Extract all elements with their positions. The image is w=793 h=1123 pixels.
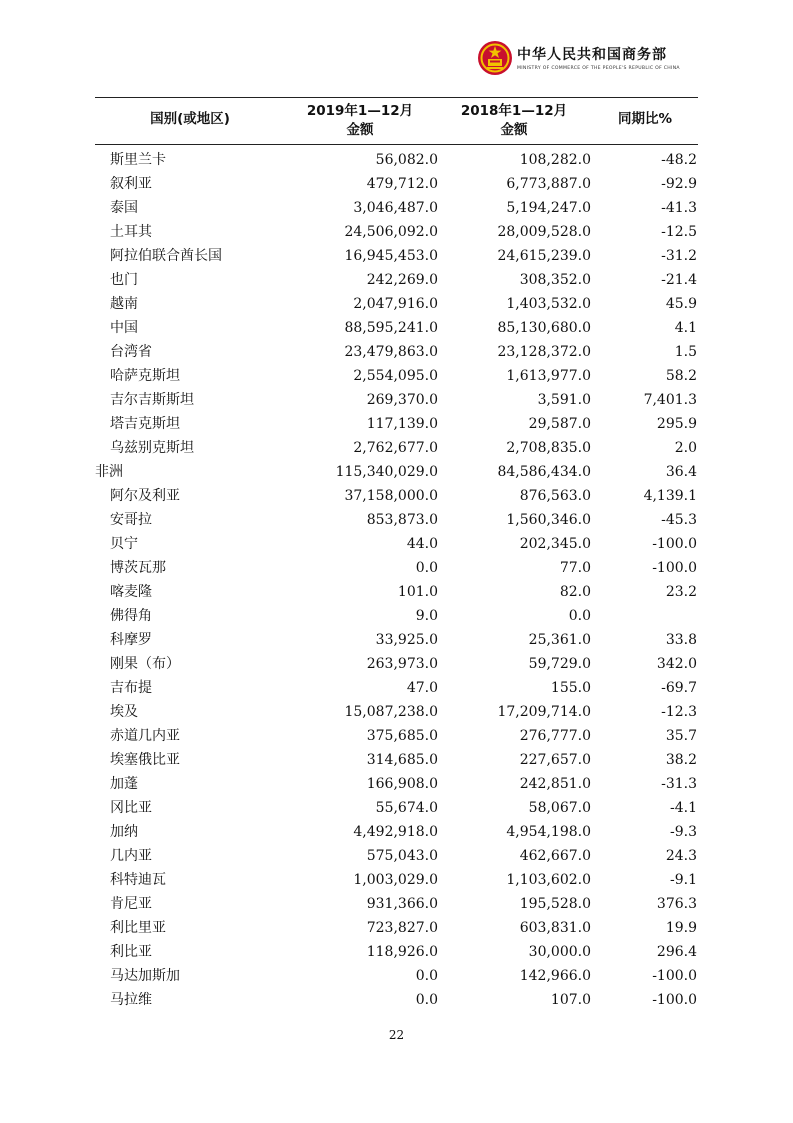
yoy-percent-cell: 4.1 (674, 320, 697, 336)
country-cell: 利比里亚 (110, 920, 166, 936)
yoy-percent-cell: 35.7 (665, 728, 697, 744)
yoy-percent-cell: -45.3 (661, 512, 697, 528)
value-2018-cell: 59,729.0 (528, 656, 591, 672)
country-cell: 吉布提 (110, 680, 152, 696)
country-cell: 冈比亚 (110, 800, 152, 816)
table-row (0, 316, 793, 340)
yoy-percent-cell: 36.4 (665, 464, 697, 480)
yoy-percent-cell: 38.2 (665, 752, 697, 768)
value-2018-cell: 3,591.0 (537, 392, 591, 408)
value-2019-cell: 931,366.0 (366, 896, 438, 912)
country-cell: 科摩罗 (110, 632, 152, 648)
country-cell: 叙利亚 (110, 176, 152, 192)
value-2018-cell: 155.0 (550, 680, 591, 696)
yoy-percent-cell: 24.3 (665, 848, 697, 864)
country-cell: 加蓬 (110, 776, 138, 792)
country-cell: 非洲 (95, 464, 123, 480)
value-2018-cell: 308,352.0 (519, 272, 591, 288)
country-cell: 埃及 (110, 704, 138, 720)
column-header-country: 国别(或地区) (150, 111, 230, 127)
table-row (0, 844, 793, 868)
yoy-percent-cell: -69.7 (661, 680, 697, 696)
yoy-percent-cell: -31.2 (661, 248, 697, 264)
value-2018-cell: 58,067.0 (528, 800, 591, 816)
table-row (0, 652, 793, 676)
yoy-percent-cell: 23.2 (665, 584, 697, 600)
country-cell: 泰国 (110, 200, 138, 216)
value-2018-cell: 24,615,239.0 (497, 248, 591, 264)
table-top-rule (95, 97, 698, 98)
value-2018-cell: 227,657.0 (519, 752, 591, 768)
value-2018-cell: 4,954,198.0 (506, 824, 591, 840)
value-2018-cell: 85,130,680.0 (497, 320, 591, 336)
country-cell: 塔吉克斯坦 (110, 416, 180, 432)
yoy-percent-cell: -12.3 (661, 704, 697, 720)
table-row (0, 364, 793, 388)
country-cell: 佛得角 (110, 608, 152, 624)
value-2018-cell: 1,403,532.0 (506, 296, 591, 312)
yoy-percent-cell: 33.8 (665, 632, 697, 648)
value-2019-cell: 853,873.0 (366, 512, 438, 528)
table-row (0, 916, 793, 940)
table-row (0, 484, 793, 508)
yoy-percent-cell: 45.9 (665, 296, 697, 312)
yoy-percent-cell: 4,139.1 (643, 488, 697, 504)
value-2018-cell: 82.0 (559, 584, 591, 600)
value-2019-cell: 33,925.0 (375, 632, 438, 648)
yoy-percent-cell: 58.2 (665, 368, 697, 384)
value-2018-cell: 108,282.0 (519, 152, 591, 168)
value-2018-cell: 242,851.0 (519, 776, 591, 792)
country-cell: 几内亚 (110, 848, 152, 864)
value-2018-cell: 202,345.0 (519, 536, 591, 552)
value-2019-cell: 0.0 (415, 968, 438, 984)
table-row (0, 556, 793, 580)
value-2018-cell: 276,777.0 (519, 728, 591, 744)
table-row (0, 196, 793, 220)
value-2018-cell: 142,966.0 (519, 968, 591, 984)
value-2018-cell: 84,586,434.0 (497, 464, 591, 480)
value-2019-cell: 56,082.0 (375, 152, 438, 168)
table-row (0, 796, 793, 820)
yoy-percent-cell: 295.9 (656, 416, 697, 432)
yoy-percent-cell: -31.3 (661, 776, 697, 792)
value-2018-cell: 29,587.0 (528, 416, 591, 432)
country-cell: 赤道几内亚 (110, 728, 180, 744)
country-cell: 台湾省 (110, 344, 152, 360)
value-2019-cell: 0.0 (415, 992, 438, 1008)
value-2019-cell: 2,047,916.0 (353, 296, 438, 312)
value-2019-cell: 2,554,095.0 (353, 368, 438, 384)
yoy-percent-cell: -21.4 (661, 272, 697, 288)
table-row (0, 700, 793, 724)
value-2018-cell: 0.0 (568, 608, 591, 624)
value-2018-cell: 107.0 (550, 992, 591, 1008)
yoy-percent-cell: -48.2 (661, 152, 697, 168)
value-2018-cell: 17,209,714.0 (497, 704, 591, 720)
country-cell: 喀麦隆 (110, 584, 152, 600)
table-row (0, 388, 793, 412)
value-2019-cell: 16,945,453.0 (344, 248, 438, 264)
yoy-percent-cell: 296.4 (656, 944, 697, 960)
country-cell: 也门 (110, 272, 138, 288)
value-2019-cell: 101.0 (397, 584, 438, 600)
country-cell: 博茨瓦那 (110, 560, 166, 576)
yoy-percent-cell: -100.0 (652, 536, 697, 552)
table-row (0, 892, 793, 916)
value-2019-cell: 44.0 (406, 536, 438, 552)
value-2019-cell: 15,087,238.0 (344, 704, 438, 720)
value-2018-cell: 2,708,835.0 (506, 440, 591, 456)
value-2018-cell: 30,000.0 (528, 944, 591, 960)
table-body (0, 148, 793, 1012)
country-cell: 斯里兰卡 (110, 152, 166, 168)
table-row (0, 772, 793, 796)
table-row (0, 676, 793, 700)
country-cell: 阿拉伯联合酋长国 (110, 248, 222, 264)
value-2019-cell: 3,046,487.0 (353, 200, 438, 216)
value-2018-cell: 195,528.0 (519, 896, 591, 912)
yoy-percent-cell: -100.0 (652, 992, 697, 1008)
value-2019-cell: 23,479,863.0 (344, 344, 438, 360)
country-cell: 阿尔及利亚 (110, 488, 180, 504)
yoy-percent-cell: -100.0 (652, 560, 697, 576)
value-2018-cell: 23,128,372.0 (497, 344, 591, 360)
column-header-2018: 2018年1—12月 金额 (460, 103, 568, 138)
country-cell: 刚果（布） (110, 656, 180, 672)
ministry-name: 中华人民共和国商务部 (517, 47, 667, 63)
value-2019-cell: 24,506,092.0 (344, 224, 438, 240)
yoy-percent-cell: 7,401.3 (643, 392, 697, 408)
value-2019-cell: 1,003,029.0 (353, 872, 438, 888)
table-row (0, 172, 793, 196)
value-2019-cell: 9.0 (415, 608, 438, 624)
country-cell: 乌兹别克斯坦 (110, 440, 194, 456)
country-cell: 安哥拉 (110, 512, 152, 528)
value-2018-cell: 603,831.0 (519, 920, 591, 936)
table-row (0, 292, 793, 316)
table-row (0, 628, 793, 652)
yoy-percent-cell: -12.5 (661, 224, 697, 240)
country-cell: 土耳其 (110, 224, 152, 240)
value-2019-cell: 2,762,677.0 (353, 440, 438, 456)
country-cell: 肯尼亚 (110, 896, 152, 912)
yoy-percent-cell: 376.3 (656, 896, 697, 912)
value-2019-cell: 0.0 (415, 560, 438, 576)
country-cell: 利比亚 (110, 944, 152, 960)
table-row (0, 964, 793, 988)
table-row (0, 724, 793, 748)
yoy-percent-cell: 1.5 (674, 344, 697, 360)
table-row (0, 988, 793, 1012)
table-row (0, 220, 793, 244)
table-header-rule (95, 144, 698, 145)
country-cell: 加纳 (110, 824, 138, 840)
table-row (0, 244, 793, 268)
country-cell: 哈萨克斯坦 (110, 368, 180, 384)
value-2019-cell: 166,908.0 (366, 776, 438, 792)
table-row (0, 820, 793, 844)
yoy-percent-cell: 19.9 (665, 920, 697, 936)
yoy-percent-cell: 342.0 (656, 656, 697, 672)
table-row (0, 436, 793, 460)
value-2019-cell: 55,674.0 (375, 800, 438, 816)
value-2018-cell: 1,560,346.0 (506, 512, 591, 528)
value-2019-cell: 4,492,918.0 (353, 824, 438, 840)
value-2018-cell: 876,563.0 (519, 488, 591, 504)
country-cell: 越南 (110, 296, 138, 312)
value-2019-cell: 37,158,000.0 (344, 488, 438, 504)
country-cell: 科特迪瓦 (110, 872, 166, 888)
value-2019-cell: 242,269.0 (366, 272, 438, 288)
value-2019-cell: 117,139.0 (366, 416, 438, 432)
value-2018-cell: 6,773,887.0 (506, 176, 591, 192)
country-cell: 马达加斯加 (110, 968, 180, 984)
table-row (0, 508, 793, 532)
yoy-percent-cell: -9.3 (670, 824, 697, 840)
value-2019-cell: 314,685.0 (366, 752, 438, 768)
ministry-name-english: MINISTRY OF COMMERCE OF THE PEOPLE'S REPUBLIC OF CHINA (517, 66, 680, 71)
country-cell: 马拉维 (110, 992, 152, 1008)
value-2019-cell: 263,973.0 (366, 656, 438, 672)
table-row (0, 604, 793, 628)
table-row (0, 412, 793, 436)
yoy-percent-cell: -41.3 (661, 200, 697, 216)
value-2018-cell: 1,613,977.0 (506, 368, 591, 384)
yoy-percent-cell: -92.9 (661, 176, 697, 192)
value-2019-cell: 375,685.0 (366, 728, 438, 744)
value-2019-cell: 575,043.0 (366, 848, 438, 864)
value-2018-cell: 77.0 (559, 560, 591, 576)
value-2019-cell: 88,595,241.0 (344, 320, 438, 336)
yoy-percent-cell: -4.1 (670, 800, 697, 816)
value-2019-cell: 47.0 (406, 680, 438, 696)
value-2019-cell: 115,340,029.0 (335, 464, 438, 480)
value-2018-cell: 462,667.0 (519, 848, 591, 864)
value-2018-cell: 1,103,602.0 (506, 872, 591, 888)
table-row (0, 148, 793, 172)
value-2019-cell: 723,827.0 (366, 920, 438, 936)
value-2019-cell: 479,712.0 (366, 176, 438, 192)
table-row (0, 340, 793, 364)
table-row (0, 580, 793, 604)
yoy-percent-cell: -100.0 (652, 968, 697, 984)
value-2019-cell: 118,926.0 (366, 944, 438, 960)
table-row (0, 268, 793, 292)
value-2018-cell: 5,194,247.0 (506, 200, 591, 216)
table-row (0, 868, 793, 892)
page-number: 22 (388, 1028, 405, 1042)
column-header-yoy: 同期比% (617, 111, 673, 127)
table-row (0, 532, 793, 556)
yoy-percent-cell: -9.1 (670, 872, 697, 888)
column-header-2019: 2019年1—12月 金额 (306, 103, 414, 138)
table-row (0, 940, 793, 964)
yoy-percent-cell: 2.0 (674, 440, 697, 456)
national-emblem-icon (477, 40, 513, 76)
value-2019-cell: 269,370.0 (366, 392, 438, 408)
country-cell: 贝宁 (110, 536, 138, 552)
country-cell: 吉尔吉斯斯坦 (110, 392, 194, 408)
value-2018-cell: 25,361.0 (528, 632, 591, 648)
region-row (0, 460, 793, 484)
country-cell: 埃塞俄比亚 (110, 752, 180, 768)
table-row (0, 748, 793, 772)
country-cell: 中国 (110, 320, 138, 336)
value-2018-cell: 28,009,528.0 (497, 224, 591, 240)
